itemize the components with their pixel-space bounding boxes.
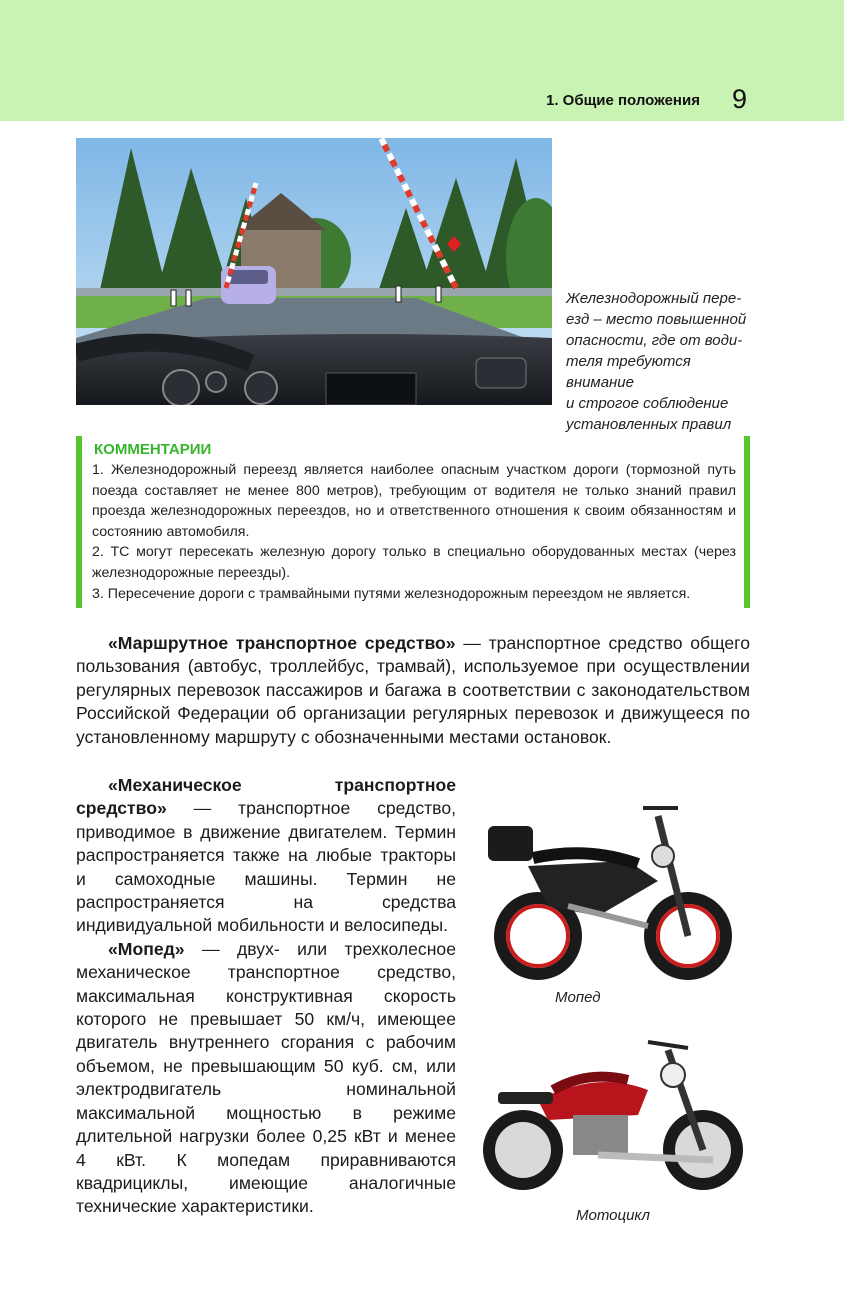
comments-body — [92, 460, 736, 604]
motorcycle-caption: Мотоцикл — [576, 1207, 650, 1224]
definition-moped — [76, 938, 456, 1219]
railroad-caption: Железнодорожный пере- езд – место повышенной опасности, где от води- теля требуются внимание и строгое соблюдение установленных правил — [566, 290, 747, 433]
header-band — [0, 0, 844, 121]
definition-text: — транспортное средство, приводимое в движение двигателем. Термин распространяется также на любые тракторы и самоходные машины. Термин не распространяется на средства индивидуальной мобильности и велосипеды. — [76, 798, 456, 936]
comment-item: 3. Пересечение дороги с трамвайными путями железнодорожным переездом не является. — [92, 585, 691, 602]
comment-item: 1. Железнодорожный переезд является наиболее опасным участком дороги (тормозной путь поезда составляет не менее 800 метров), требующим от водителя не только знаний правил проезда железнодорожных переездов, но и ответственного отношения к своим обязанностям и состоянию автомобиля. — [92, 462, 736, 540]
definition-route-vehicle — [76, 632, 750, 749]
term-route-vehicle: «Маршрутное транспортное средство» — [108, 633, 456, 653]
comments-title: КОММЕНТАРИИ — [94, 441, 212, 458]
definition-text: — двух- или трехколесное механическое транспортное средство, максимальная конструктивная скорость которого не превышает 50 км/ч, имеющее двигатель внутреннего сгорания с рабочим объемом, не превышающим 50 куб. см, или электродвигатель номинальной максимальной мощностью в режиме длительной нагрузки более 0,25 кВт и менее 4 кВт. К мопедам приравниваются квадрициклы, имеющие аналогичные технические характеристики. — [76, 938, 456, 1217]
page-number: 9 — [732, 84, 748, 114]
section-title: 1. Общие положения — [546, 92, 700, 109]
term-moped: «Мопед» — [108, 938, 185, 959]
definition-text: — транспортное средство общего пользования (автобус, троллейбус, трамвай), используемое при осуществлении регулярных перевозок пассажиров и багажа в соответствии с законодательством Российской Федерации об организации регулярных перевозок и движущееся по установленному маршруту с обозначенными местами остановок. — [76, 633, 750, 747]
comment-item: 2. ТС могут пересекать железную дорогу только в специально оборудованных местах (через железнодорожные переезды). — [92, 544, 736, 581]
definition-mechanical-vehicle — [76, 774, 456, 938]
comments-right-bar — [744, 436, 750, 608]
moped-image — [478, 786, 744, 986]
comments-box — [76, 436, 750, 608]
moped-caption: Мопед — [555, 989, 601, 1006]
definitions-column — [76, 774, 456, 1219]
motorcycle-image — [478, 1030, 746, 1198]
railroad-crossing-photo — [76, 138, 552, 405]
term-mechanical-vehicle: «Механическое транспортное средство» — [76, 775, 456, 819]
comments-left-bar — [76, 436, 82, 608]
